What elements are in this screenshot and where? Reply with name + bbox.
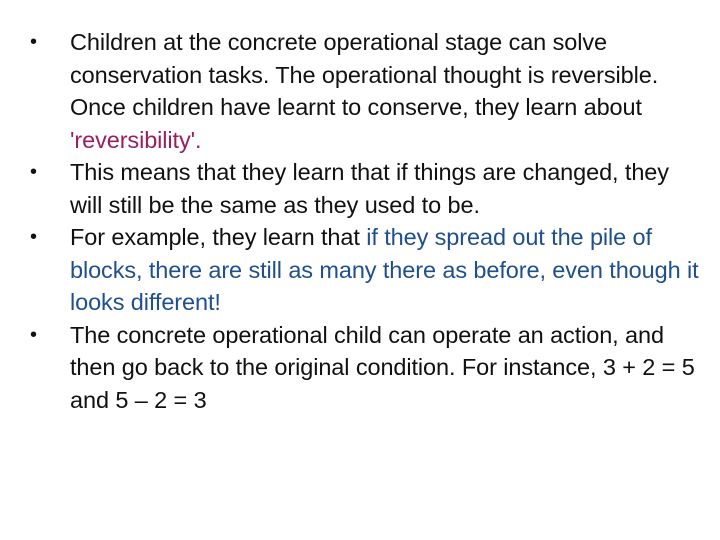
bullet-highlight: if they spread out the pile of blocks, there are still as many there as before, even though it looks different!	[70, 224, 699, 315]
bullet-highlight: 'reversibility'.	[70, 126, 202, 153]
bullet-text: The concrete operational child can operate an action, and then go back to the original condition. For instance, 3 + 2 = 5 and 5 – 2 = 3	[70, 321, 695, 413]
bullet-icon: •	[30, 226, 37, 248]
bullet-text: This means that they learn that if things are changed, they will still be the same as they used to be.	[70, 159, 669, 218]
bullet-text: For example, they learn that	[70, 224, 367, 250]
bullet-item-operate-action	[30, 319, 700, 417]
bullet-item-example	[30, 221, 700, 319]
bullet-text: Children at the concrete operational stage can solve conservation tasks. The operational thought is reversible. Once children have learnt to conserve, they learn about	[70, 29, 659, 120]
bullet-icon: •	[30, 161, 37, 183]
bullet-list	[30, 26, 700, 416]
bullet-icon: •	[30, 323, 37, 346]
bullet-item-meaning	[30, 156, 700, 221]
bullet-icon: •	[30, 31, 37, 53]
bullet-item-reversibility	[30, 26, 700, 156]
